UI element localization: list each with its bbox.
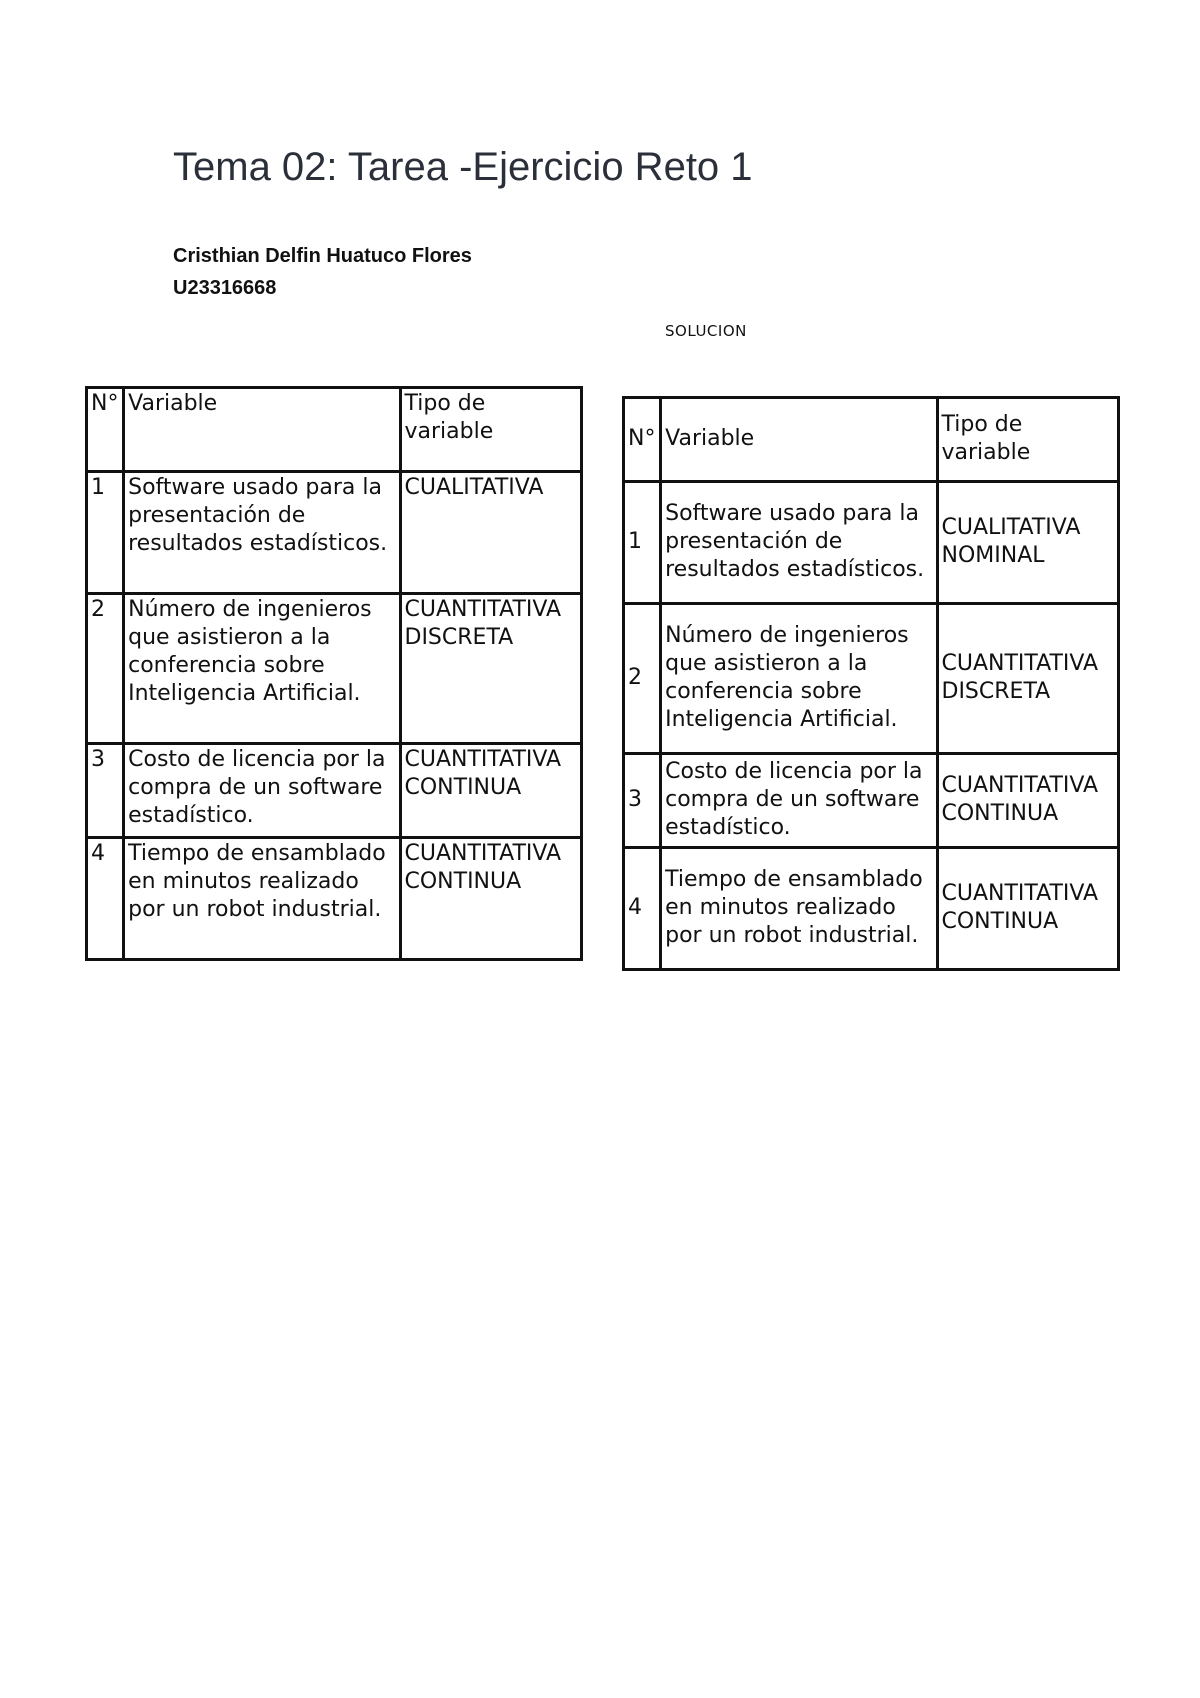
row-tipo: CUANTITATIVA CONTINUA bbox=[937, 848, 1119, 970]
page-title: Tema 02: Tarea -Ejercicio Reto 1 bbox=[173, 145, 753, 189]
header-variable: Variable bbox=[124, 388, 400, 472]
row-tipo: CUANTITATIVA CONTINUA bbox=[400, 744, 582, 838]
row-variable: Tiempo de ensamblado en minutos realizado por un robot industrial. bbox=[124, 838, 400, 960]
table-row bbox=[87, 744, 582, 838]
row-tipo: CUANTITATIVA CONTINUA bbox=[400, 838, 582, 960]
exercise-table bbox=[85, 386, 583, 961]
row-num: 4 bbox=[87, 838, 124, 960]
table-row bbox=[624, 754, 1119, 848]
row-num: 3 bbox=[624, 754, 661, 848]
row-num: 1 bbox=[624, 482, 661, 604]
table-row bbox=[624, 482, 1119, 604]
row-variable: Costo de licencia por la compra de un software estadístico. bbox=[661, 754, 937, 848]
row-tipo: CUANTITATIVA DISCRETA bbox=[937, 604, 1119, 754]
table-row bbox=[624, 604, 1119, 754]
table-row bbox=[624, 848, 1119, 970]
row-num: 2 bbox=[624, 604, 661, 754]
row-tipo: CUALITATIVA NOMINAL bbox=[937, 482, 1119, 604]
row-tipo: CUANTITATIVA CONTINUA bbox=[937, 754, 1119, 848]
solution-table bbox=[622, 396, 1120, 971]
table-header-row bbox=[87, 388, 582, 472]
table-row bbox=[87, 594, 582, 744]
row-num: 2 bbox=[87, 594, 124, 744]
header-variable: Variable bbox=[661, 398, 937, 482]
solution-label: SOLUCION bbox=[665, 322, 747, 340]
row-variable: Número de ingenieros que asistieron a la conferencia sobre Inteligencia Artificial. bbox=[661, 604, 937, 754]
row-tipo: CUALITATIVA bbox=[400, 472, 582, 594]
row-variable: Software usado para la presentación de resultados estadísticos. bbox=[661, 482, 937, 604]
row-num: 4 bbox=[624, 848, 661, 970]
author-name: Cristhian Delfin Huatuco Flores bbox=[173, 245, 472, 267]
row-num: 1 bbox=[87, 472, 124, 594]
header-num: N° bbox=[87, 388, 124, 472]
row-variable: Software usado para la presentación de resultados estadísticos. bbox=[124, 472, 400, 594]
table-row bbox=[87, 472, 582, 594]
row-variable: Número de ingenieros que asistieron a la conferencia sobre Inteligencia Artificial. bbox=[124, 594, 400, 744]
row-variable: Costo de licencia por la compra de un software estadístico. bbox=[124, 744, 400, 838]
author-block bbox=[173, 240, 472, 304]
table-header-row bbox=[624, 398, 1119, 482]
table-row bbox=[87, 838, 582, 960]
header-tipo: Tipo de variable bbox=[937, 398, 1119, 482]
row-num: 3 bbox=[87, 744, 124, 838]
header-tipo: Tipo de variable bbox=[400, 388, 582, 472]
student-id: U23316668 bbox=[173, 277, 277, 299]
row-tipo: CUANTITATIVA DISCRETA bbox=[400, 594, 582, 744]
row-variable: Tiempo de ensamblado en minutos realizado por un robot industrial. bbox=[661, 848, 937, 970]
header-num: N° bbox=[624, 398, 661, 482]
